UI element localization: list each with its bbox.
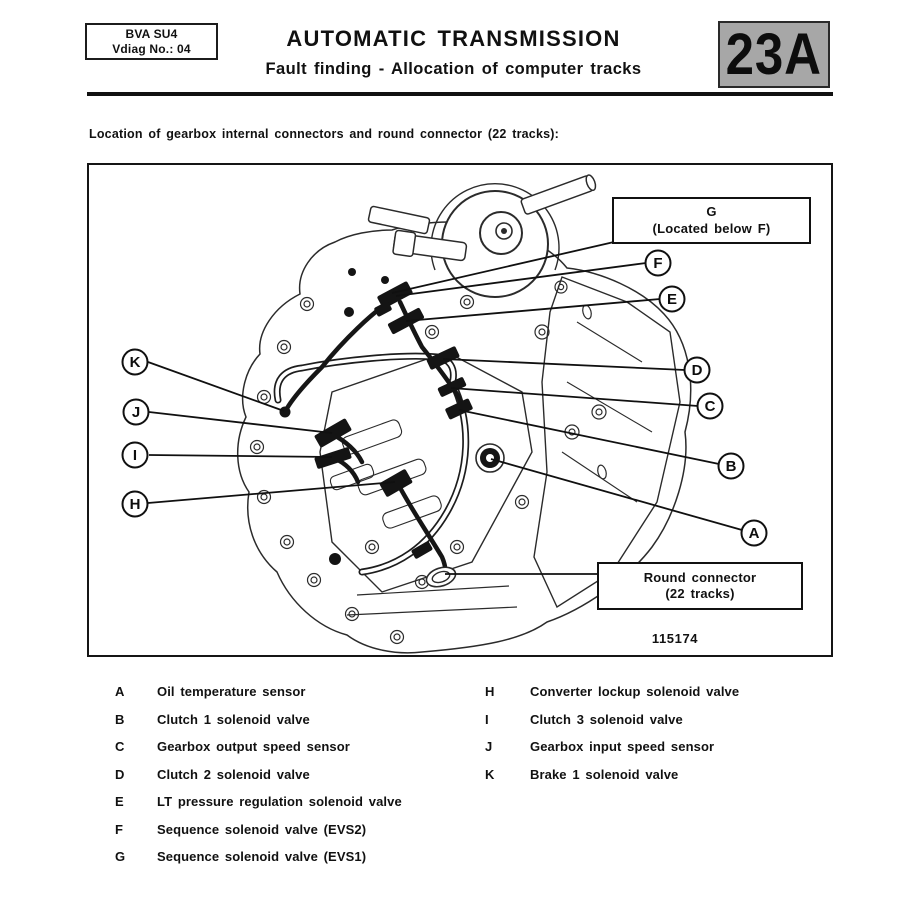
svg-text:A: A (748, 525, 760, 543)
vdiag-line2: Vdiag No.: 04 (112, 41, 191, 56)
legend-label: Converter lockup solenoid valve (530, 684, 740, 699)
legend-key: I (485, 711, 489, 727)
header-rule (87, 92, 833, 96)
round-connector-label-box (597, 562, 803, 610)
legend-row (115, 843, 475, 871)
legend-key: E (115, 794, 124, 809)
diagram-frame (87, 163, 833, 657)
legend-right-column (485, 678, 825, 788)
svg-text:J: J (131, 404, 141, 422)
svg-text:F: F (653, 255, 663, 273)
legend-row (115, 678, 475, 706)
legend-left-column (115, 678, 475, 871)
legend-key: B (115, 711, 125, 727)
page-subtitle: Fault finding - Allocation of computer tracks (265, 60, 642, 78)
legend-row (115, 816, 475, 844)
svg-text:I: I (132, 447, 138, 465)
legend-label: Brake 1 solenoid valve (530, 766, 679, 782)
legend-key: F (115, 821, 123, 837)
legend-label: Sequence solenoid valve (EVS2) (157, 821, 367, 837)
round-connector-line1: Round connector (643, 569, 757, 585)
legend-row (115, 788, 475, 816)
legend-key: G (115, 849, 126, 864)
g-label-line2: (Located below F) (652, 220, 771, 236)
legend-row (115, 761, 475, 789)
g-label-line1: G (706, 204, 717, 219)
callout-h (123, 492, 148, 517)
legend-key: D (115, 766, 125, 782)
legend-label: Clutch 3 solenoid valve (530, 711, 683, 727)
intro-text: Location of gearbox internal connectors and round connector (22 tracks): (89, 127, 559, 141)
legend-key: K (485, 766, 495, 782)
svg-text:D: D (691, 362, 703, 380)
round-connector-line2: (22 tracks) (665, 586, 735, 601)
g-location-label-box (612, 197, 811, 244)
svg-text:B: B (725, 458, 737, 476)
svg-text:K: K (129, 354, 141, 372)
svg-text:E: E (666, 291, 678, 309)
callout-f (646, 251, 671, 276)
callout-a (742, 521, 767, 546)
svg-text:H: H (129, 496, 141, 514)
legend-label: Oil temperature sensor (157, 684, 306, 699)
legend-row (485, 761, 825, 789)
legend-row (115, 733, 475, 761)
legend-row (485, 678, 825, 706)
callout-b (719, 454, 744, 479)
legend-label: Clutch 2 solenoid valve (157, 766, 310, 782)
legend-label: Gearbox input speed sensor (530, 739, 715, 754)
vdiag-line1: BVA SU4 (125, 26, 178, 41)
figure-number: 115174 (651, 631, 699, 646)
section-badge (718, 21, 830, 88)
callout-e (660, 287, 685, 312)
callout-c (698, 394, 723, 419)
legend-key: A (115, 684, 125, 699)
legend-label: Gearbox output speed sensor (157, 739, 350, 754)
legend-row (485, 706, 825, 734)
page-title: AUTOMATIC TRANSMISSION (286, 26, 621, 51)
callout-d (685, 358, 710, 383)
legend-key: H (485, 684, 495, 699)
callout-k (123, 350, 148, 375)
section-code: 23A (725, 21, 823, 87)
legend-label: Sequence solenoid valve (EVS1) (157, 849, 367, 864)
legend-row (115, 706, 475, 734)
callout-i (123, 443, 148, 468)
legend-label: Clutch 1 solenoid valve (157, 711, 310, 727)
legend-row (485, 733, 825, 761)
svg-text:C: C (704, 398, 716, 416)
callout-j (124, 400, 149, 425)
legend-label: LT pressure regulation solenoid valve (157, 794, 402, 809)
legend-key: J (485, 739, 493, 754)
legend-key: C (115, 739, 125, 754)
